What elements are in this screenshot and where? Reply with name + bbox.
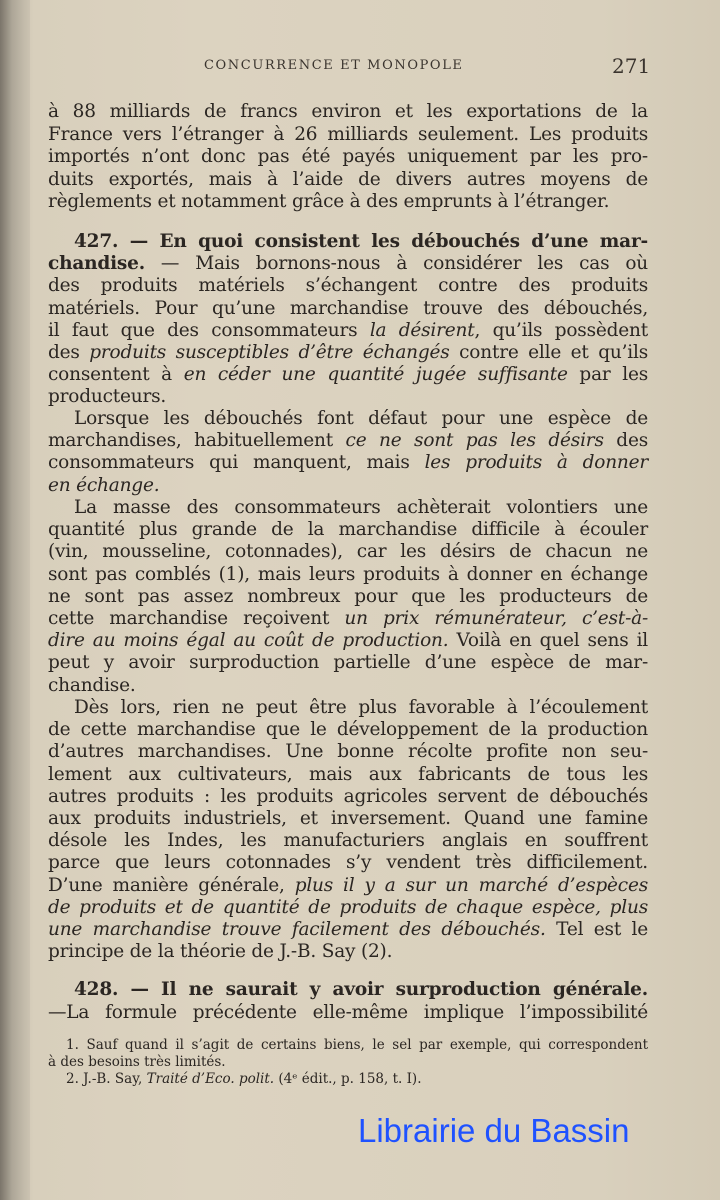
text-run: à 88 milliards de francs environ et les exportations de la: [48, 101, 648, 122]
footnote-line: [48, 1054, 648, 1070]
text-run: cette marchandise reçoivent: [48, 608, 345, 629]
text-run: Dès lors, rien ne peut être plus favorable à l’écoulement: [74, 697, 648, 718]
text-line: [48, 124, 648, 146]
italic-text: ce ne sont pas les désirs: [345, 430, 604, 452]
watermark: Librairie du Bassin: [358, 1112, 630, 1149]
italic-text: produits susceptibles d’être échangés: [89, 342, 450, 363]
text-line: [48, 875, 648, 897]
italic-text: plus il y a sur un marché d’espèces: [294, 874, 648, 896]
running-title: CONCURRENCE ET MONOPOLE: [204, 58, 464, 73]
book-binding-edge: [0, 0, 30, 1200]
text-run: producteurs.: [48, 386, 167, 408]
text-run: d’autres marchandises. Une bonne récolte profite non seu-: [48, 741, 648, 763]
text-line: [48, 298, 648, 320]
text-line: [48, 764, 648, 786]
text-run: 1. Sauf quand il s’agit de certains biens, le sel par exemple, qui correspondent: [66, 1037, 648, 1053]
text-line: [48, 808, 648, 830]
text-line: [48, 830, 648, 852]
text-line: [48, 452, 648, 474]
text-line: [74, 497, 648, 519]
footnote-line: [66, 1037, 648, 1053]
text-line: [48, 169, 648, 191]
text-line: [48, 386, 648, 408]
text-run: —La formule précédente elle-même implique l’impossibilité: [48, 1002, 648, 1023]
text-run: consentent à: [48, 364, 184, 386]
text-run: Lorsque les débouchés font défaut pour une espèce de: [74, 408, 648, 429]
text-line: [48, 630, 648, 652]
text-run: La masse des consommateurs achèterait volontiers une: [74, 497, 648, 518]
text-line: [48, 320, 648, 342]
text-line: [48, 786, 648, 808]
text-run: D’une manière générale,: [48, 874, 295, 896]
text-line: [48, 564, 648, 586]
footnote-line: [66, 1071, 648, 1087]
text-line: [48, 1002, 648, 1024]
text-run: quantité plus grande de la marchandise difficile à écouler: [48, 519, 648, 541]
text-line: [48, 719, 648, 741]
text-line: [48, 364, 648, 386]
text-line: [48, 675, 648, 697]
text-run: des: [603, 430, 648, 452]
text-run: marchandises, habituellement: [48, 430, 346, 452]
text-run: règlements et notamment grâce à des emprunts à l’étranger.: [48, 191, 610, 212]
text-run: parce que leurs cotonnades s’y vendent très difficilement.: [48, 852, 648, 874]
text-line: [48, 146, 648, 168]
text-line: [48, 741, 648, 763]
bold-heading-text: chandise.: [48, 253, 145, 275]
text-run: peut y avoir surproduction partielle d’une espèce de mar-: [48, 652, 648, 674]
bold-heading-text: 428. — Il ne saurait y avoir surproduction générale.: [74, 979, 648, 1000]
text-run: principe de la théorie de J.-B. Say (2).: [48, 941, 393, 963]
text-run: lement aux cultivateurs, mais aux fabricants de tous les: [48, 763, 648, 785]
text-line: [48, 919, 648, 941]
text-run: ne sont pas assez nombreux pour que les producteurs de: [48, 585, 648, 607]
text-run: (vin, mousseline, cotonnades), car les désirs de chacun ne: [48, 541, 648, 563]
text-run: France vers l’étranger à 26 milliards seulement. Les produits: [48, 123, 648, 145]
text-run: , qu’ils possèdent: [474, 319, 648, 341]
text-line: [74, 408, 648, 430]
text-line: [48, 342, 648, 364]
text-run: Voilà en quel sens il: [448, 630, 648, 652]
italic-text: en échange.: [48, 474, 160, 496]
text-run: sont pas comblés (1), mais leurs produits à donner en échange: [48, 563, 648, 585]
text-line: [48, 852, 648, 874]
text-run: duits exportés, mais à l’aide de divers autres moyens de: [48, 168, 648, 190]
text-line: [48, 253, 648, 275]
text-line: [48, 475, 648, 497]
text-line: [48, 275, 648, 297]
italic-text: dire au moins égal au coût de production.: [48, 630, 449, 652]
italic-text: une marchandise trouve facilement des débouchés.: [48, 919, 546, 940]
italic-text: un prix rémunérateur, c’est-à-: [344, 608, 648, 629]
text-run: chandise.: [48, 674, 136, 696]
text-run: de cette marchandise que le développement de la production: [48, 719, 648, 741]
text-line: [74, 979, 648, 1001]
italic-text: de produits et de quantité de produits de chaque espèce, plus: [48, 896, 648, 918]
bold-heading-text: 427. — En quoi consistent les débouchés d’une mar-: [74, 231, 648, 252]
text-line: [48, 608, 648, 630]
text-run: contre elle et qu’ils: [449, 342, 648, 363]
text-run: des produits matériels s’échangent contre des produits: [48, 275, 648, 297]
text-run: autres produits : les produits agricoles servent de débouchés: [48, 785, 648, 807]
text-run: importés n’ont donc pas été payés uniquement par les pro-: [48, 146, 648, 167]
text-run: il faut que des consommateurs: [48, 319, 370, 341]
text-run: 2. J.-B. Say,: [66, 1071, 147, 1087]
text-line: [48, 191, 648, 213]
text-line: [48, 652, 648, 674]
text-line: [48, 586, 648, 608]
text-run: aux produits industriels, et inversement. Quand une famine: [48, 808, 648, 829]
text-line: [48, 941, 648, 963]
text-run: — Mais bornons-nous à considérer les cas où: [144, 253, 648, 275]
text-line: [48, 101, 648, 123]
italic-text: Traité d’Eco. polit.: [146, 1071, 275, 1087]
page-number: 271: [612, 54, 651, 78]
text-line: [48, 541, 648, 563]
text-run: consommateurs qui manquent, mais: [48, 452, 425, 474]
text-run: des: [48, 342, 90, 363]
italic-text: la désirent: [369, 319, 475, 341]
text-line: [74, 231, 648, 253]
italic-text: en céder une quantité jugée suffisante: [183, 364, 568, 386]
text-run: matériels. Pour qu’une marchandise trouve des débouchés,: [48, 297, 648, 319]
text-line: [48, 897, 648, 919]
text-run: par les: [567, 364, 648, 386]
text-line: [48, 430, 648, 452]
text-run: (4ᵉ édit., p. 158, t. I).: [274, 1071, 422, 1087]
text-run: à des besoins très limités.: [48, 1054, 226, 1070]
italic-text: les produits à donner: [424, 452, 649, 474]
text-line: [48, 519, 648, 541]
text-run: Tel est le: [545, 919, 649, 940]
text-run: désole les Indes, les manufacturiers anglais en souffrent: [48, 830, 648, 852]
text-line: [74, 697, 648, 719]
